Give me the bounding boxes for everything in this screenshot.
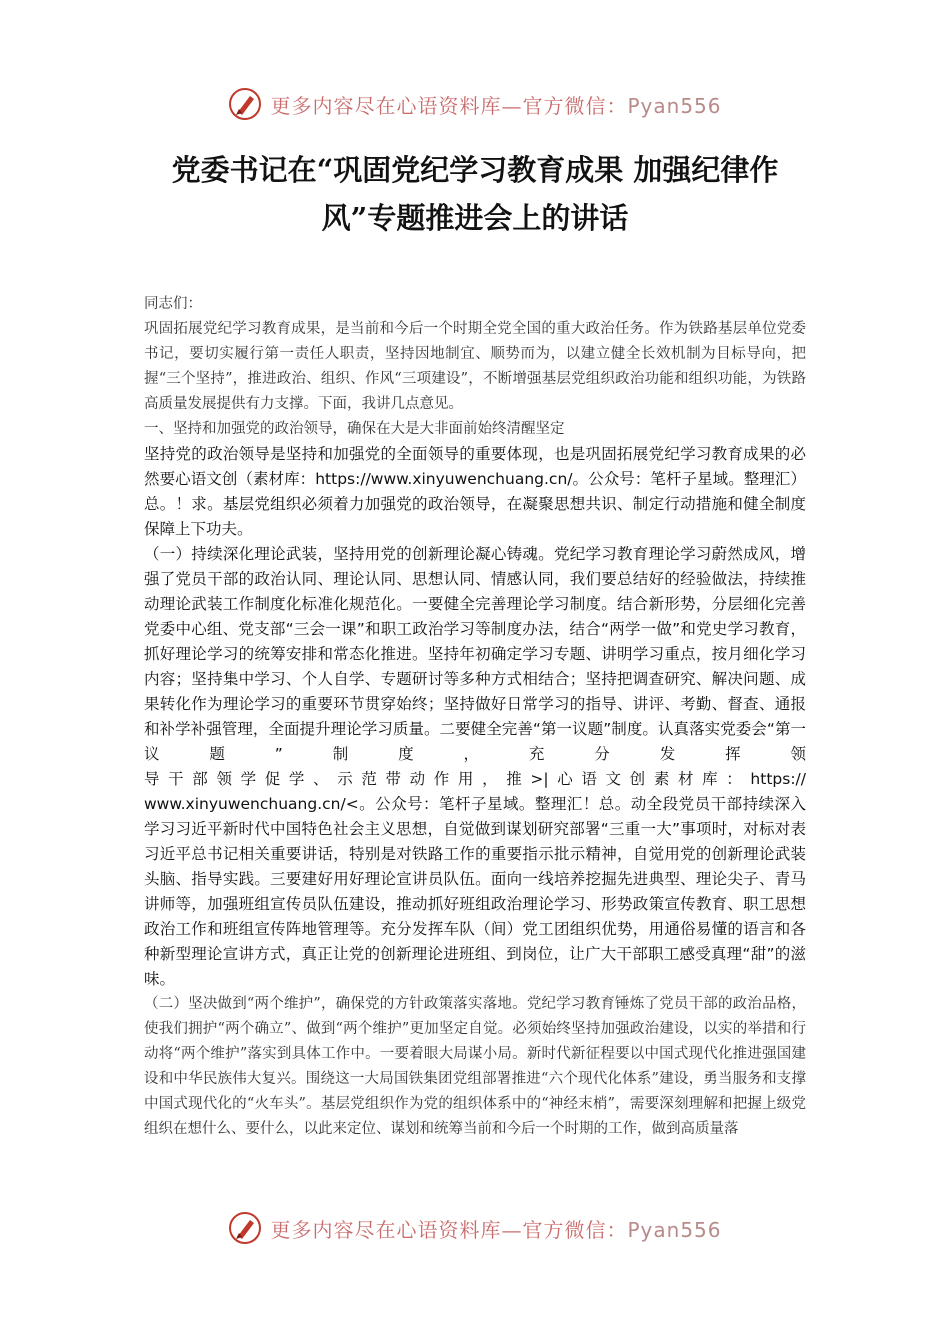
- document-body: [144, 292, 806, 1142]
- page-title: [120, 146, 830, 242]
- paragraph-2-continued: www.xinyuwenchuang.cn/<。公众号：笔杆子星域。整理汇！总。动全段党员干部持续深入学习习近平新时代中国特色社会主义思想，自觉做到谋划研究部署“三重一大”事项时，对标对表习近平总书记相关重要讲话，特别是对铁路工作的重要指示批示精神，自觉用党的创新理论武装头脑、指导实践。三要建好用好理论宣讲员队伍。面向一线培养挖掘先进典型、理论尖子、青马讲师等，加强班组宣传员队伍建设，推动抓好班组政治理论学习、形势政策宣传教育、职工思想政治工作和班组宣传阵地管理等。充分发挥车队（间）党工团组织优势，用通俗易懂的语言和各种新型理论宣讲方式，真正让党的创新理论进班组、到岗位，让广大干部职工感受真理“甜”的滋味。: [144, 795, 806, 988]
- wechat-id: Pyan556: [627, 1217, 722, 1242]
- paragraph-2: （一）持续深化理论武装，坚持用党的创新理论凝心铸魂。党纪学习教育理论学习蔚然成风，增强了党员干部的政治认同、理论认同、思想认同、情感认同，我们要总结好的经验做法，持续推动理论武装工作制度化标准化规范化。一要健全完善理论学习制度。结合新形势，分层细化完善党委中心组、党支部“三会一课”和职工政治学习等制度办法，结合“两学一做”和党史学习教育，抓好理论学习的统筹安排和常态化推进。坚持年初确定学习专题、讲明学习重点，按月细化学习内容；坚持集中学习、个人自学、专题研讨等多种方式相结合；坚持把调查研究、解决问题、成果转化作为理论学习的重要环节贯穿始终；坚持做好日常学习的指导、讲评、考勤、督查、通报和补学补强管理，全面提升理论学习质量。二要健全完善“第一议题”制度。认真落实党委会“第一议题”制度，充分发挥领: [144, 545, 806, 763]
- paragraph-1: 坚持党的政治领导是坚持和加强党的全面领导的重要体现，也是巩固拓展党纪学习教育成果的必然要心语文创（素材库：https://www.xinyuwenchuang.cn/。公众号：笔杆子星域。整理汇）总。！求。基层党组织必须着力加强党的政治领导，在凝聚思想共识、制定行动措施和健全制度保障上下功夫。: [144, 445, 806, 538]
- paragraph-3: （二）坚决做到“两个维护”，确保党的方针政策落实落地。党纪学习教育锤炼了党员干部的政治品格，使我们拥护“两个确立”、做到“两个维护”更加坚定自觉。必须始终坚持加强政治建设，以实的举措和行动将“两个维护”落实到具体工作中。一要着眼大局谋小局。新时代新征程要以中国式现代化推进强国建设和中华民族伟大复兴。围绕这一大局国铁集团党组部署推进“六个现代化体系”建设，勇当服务和支撑中国式现代化的“火车头”。基层党组织作为党的组织体系中的“神经末梢”，需要深刻理解和把握上级党组织在想什么、要什么，以此来定位、谋划和统筹当前和今后一个时期的工作，做到高质量落: [144, 996, 806, 1137]
- greeting: 同志们：: [144, 296, 202, 312]
- intro-paragraph: 巩固拓展党纪学习教育成果，是当前和今后一个时期全党全国的重大政治任务。作为铁路基层单位党委书记，要切实履行第一责任人职责，坚持因地制宜、顺势而为，以建立健全长效机制为目标导向，把握“三个坚持”，推进政治、组织、作风“三项建设”，不断增强基层党组织政治功能和组织功能，为铁路高质量发展提供有力支撑。下面，我讲几点意见。: [144, 321, 806, 412]
- section-heading-1: 一、坚持和加强党的政治领导，确保在大是大非面前始终清醒坚定: [144, 421, 565, 437]
- title-line-1: 党委书记在“巩固党纪学习教育成果 加强纪律作: [171, 153, 779, 187]
- pen-nib-icon: [228, 1211, 262, 1245]
- paragraph-2-spread-line: 导干部领学促学、示范带动作用，推>|心语文创素材库：https://: [144, 770, 806, 788]
- header-banner: [0, 84, 950, 124]
- footer-banner: [0, 1208, 950, 1248]
- banner-text: 更多内容尽在心语资料库—官方微信：Pyan556: [270, 1217, 722, 1242]
- wechat-id: Pyan556: [627, 93, 722, 118]
- banner-text: 更多内容尽在心语资料库—官方微信：Pyan556: [270, 93, 722, 118]
- pen-nib-icon: [228, 87, 262, 121]
- title-line-2: 风”专题推进会上的讲话: [321, 201, 629, 235]
